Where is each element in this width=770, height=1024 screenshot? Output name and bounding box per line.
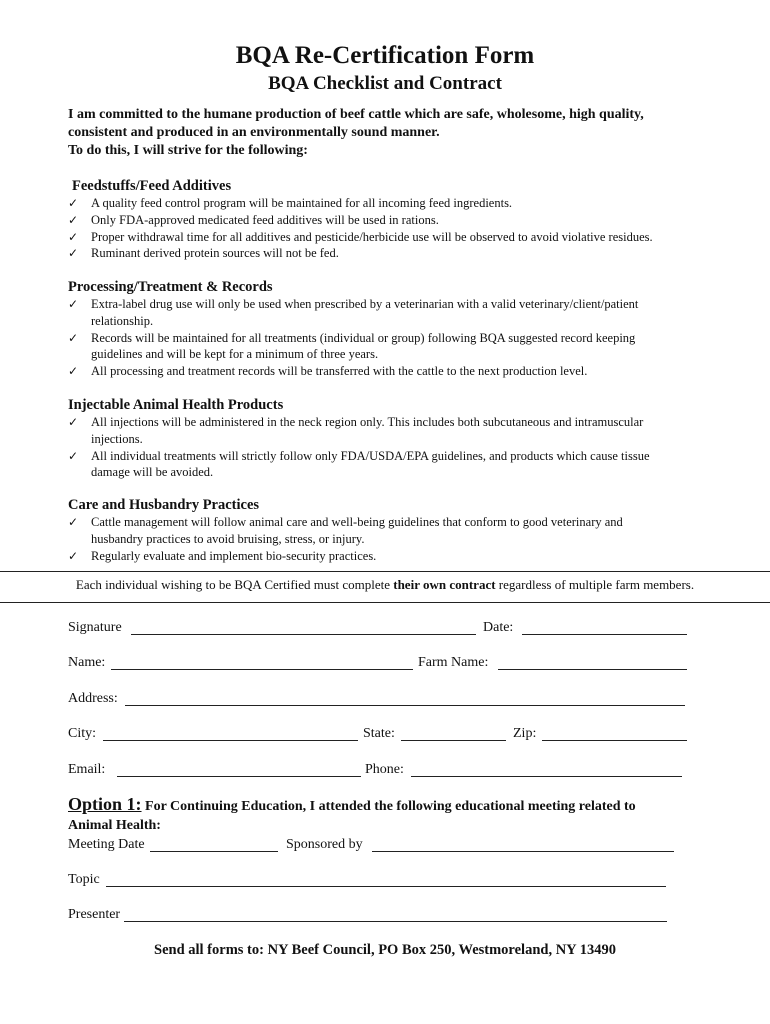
city-field[interactable] xyxy=(103,740,358,741)
commitment-statement xyxy=(68,106,728,160)
address-field[interactable] xyxy=(125,705,685,706)
meeting-date-label: Meeting Date xyxy=(68,837,145,852)
item-text: A quality feed control program will be maintained for all incoming feed ingredients. xyxy=(91,196,513,210)
section-heading-injectable: Injectable Animal Health Products xyxy=(68,397,284,413)
item-text: relationship. xyxy=(91,313,154,328)
checkmark-icon: ✓ xyxy=(68,246,79,261)
commitment-line: I am committed to the humane production of beef cattle which are safe, wholesome, high quality, xyxy=(68,107,644,122)
zip-label: Zip: xyxy=(513,726,537,741)
item-text: All processing and treatment records will be transferred with the cattle to the next production level. xyxy=(91,364,588,379)
topic-field[interactable] xyxy=(106,886,666,887)
name-field[interactable] xyxy=(111,669,413,670)
checklist-item xyxy=(68,229,728,246)
sponsored-by-label: Sponsored by xyxy=(286,837,363,852)
commitment-line: To do this, I will strive for the following: xyxy=(68,143,308,158)
page-subtitle: BQA Checklist and Contract xyxy=(268,73,502,94)
signature-label: Signature xyxy=(68,620,122,635)
commitment-line: consistent and produced in an environmentally sound manner. xyxy=(68,125,440,140)
sponsored-by-field[interactable] xyxy=(372,851,674,852)
notice-emphasis: their own contract xyxy=(393,577,496,592)
topic-row xyxy=(68,871,698,891)
topic-label: Topic xyxy=(68,872,100,887)
divider-top xyxy=(0,571,770,572)
checkmark-icon: ✓ xyxy=(68,415,79,429)
email-field[interactable] xyxy=(117,776,361,777)
checkmark-icon: ✓ xyxy=(68,330,79,345)
notice-text: Each individual wishing to be BQA Certified must complete xyxy=(75,577,394,592)
page-title: BQA Re-Certification Form xyxy=(235,42,535,69)
item-text: Only FDA-approved medicated feed additives will be used in rations. xyxy=(91,212,439,227)
checklist-item xyxy=(68,245,728,262)
item-text: Ruminant derived protein sources will not be fed. xyxy=(91,246,339,261)
phone-label: Phone: xyxy=(365,762,404,777)
city-row xyxy=(68,725,698,745)
item-text: Proper withdrawal time for all additives and pesticide/herbicide use will be observed to avoid violative residues. xyxy=(91,229,653,244)
section-heading-feedstuffs: Feedstuffs/Feed Additives xyxy=(72,178,232,194)
item-text: All injections will be administered in the neck region only. This includes both subcutaneous and intramuscular xyxy=(91,415,644,429)
item-text: Regularly evaluate and implement bio-security practices. xyxy=(91,548,377,563)
address-label: Address: xyxy=(68,691,118,706)
name-row xyxy=(68,654,698,674)
option1-heading xyxy=(68,795,636,816)
item-text: guidelines and will be kept for a minimum of three years. xyxy=(91,347,379,362)
checklist-item xyxy=(68,195,728,212)
date-field[interactable] xyxy=(522,634,687,635)
meeting-row xyxy=(68,836,698,856)
checklist-item xyxy=(68,448,728,482)
email-label: Email: xyxy=(68,762,106,777)
checklist-item xyxy=(68,296,728,330)
state-label: State: xyxy=(363,726,395,741)
name-label: Name: xyxy=(68,655,106,670)
divider-bottom xyxy=(0,602,770,603)
option1-text-continued: Animal Health: xyxy=(68,818,161,833)
checklist-item xyxy=(68,548,728,565)
email-row xyxy=(68,761,698,781)
presenter-row xyxy=(68,906,698,926)
address-row xyxy=(68,690,698,710)
signature-field[interactable] xyxy=(131,634,476,635)
contract-notice xyxy=(0,576,770,594)
checkmark-icon: ✓ xyxy=(68,548,79,563)
city-label: City: xyxy=(68,726,97,741)
notice-text: regardless of multiple farm members. xyxy=(495,577,695,592)
item-text: Extra-label drug use will only be used when prescribed by a veterinarian with a valid veterinary/client/patient xyxy=(91,297,639,311)
signature-row xyxy=(68,619,698,639)
farm-name-label: Farm Name: xyxy=(418,655,489,670)
phone-field[interactable] xyxy=(411,776,682,777)
farm-name-field[interactable] xyxy=(498,669,687,670)
item-text: injections. xyxy=(91,431,143,446)
item-text: Records will be maintained for all treatments (individual or group) following BQA suggested record keeping xyxy=(91,330,636,345)
option1-text: For Continuing Education, I attended the following educational meeting related to xyxy=(141,799,636,814)
item-text: husbandry practices to avoid bruising, stress, or injury. xyxy=(91,531,365,546)
checklist-item xyxy=(68,212,728,229)
item-text: All individual treatments will strictly follow only FDA/USDA/EPA guidelines, and products which cause tissue xyxy=(91,448,650,463)
checkmark-icon: ✓ xyxy=(68,364,79,379)
option1-label: Option 1: xyxy=(68,794,142,814)
item-text: Cattle management will follow animal care and well-being guidelines that conform to good veterinary and xyxy=(91,515,623,529)
checkmark-icon: ✓ xyxy=(68,212,79,227)
section-list-feedstuffs xyxy=(68,195,728,262)
checklist-item xyxy=(68,363,728,380)
section-list-care xyxy=(68,514,728,564)
checkmark-icon: ✓ xyxy=(68,515,79,529)
checkmark-icon: ✓ xyxy=(68,196,79,210)
state-field[interactable] xyxy=(401,740,506,741)
section-heading-care: Care and Husbandry Practices xyxy=(68,497,260,513)
section-list-injectable xyxy=(68,414,728,481)
checklist-item xyxy=(68,414,728,448)
date-label: Date: xyxy=(483,620,514,635)
checkmark-icon: ✓ xyxy=(68,297,79,311)
meeting-date-field[interactable] xyxy=(150,851,278,852)
presenter-field[interactable] xyxy=(124,921,667,922)
checkmark-icon: ✓ xyxy=(68,229,79,244)
section-list-processing xyxy=(68,296,728,380)
checklist-item xyxy=(68,514,728,548)
item-text: damage will be avoided. xyxy=(91,465,214,480)
mailing-instructions: Send all forms to: NY Beef Council, PO Box 250, Westmoreland, NY 13490 xyxy=(154,942,616,958)
presenter-label: Presenter xyxy=(68,907,121,922)
zip-field[interactable] xyxy=(542,740,687,741)
section-heading-processing: Processing/Treatment & Records xyxy=(68,279,273,295)
checklist-item xyxy=(68,330,728,364)
checkmark-icon: ✓ xyxy=(68,448,79,463)
